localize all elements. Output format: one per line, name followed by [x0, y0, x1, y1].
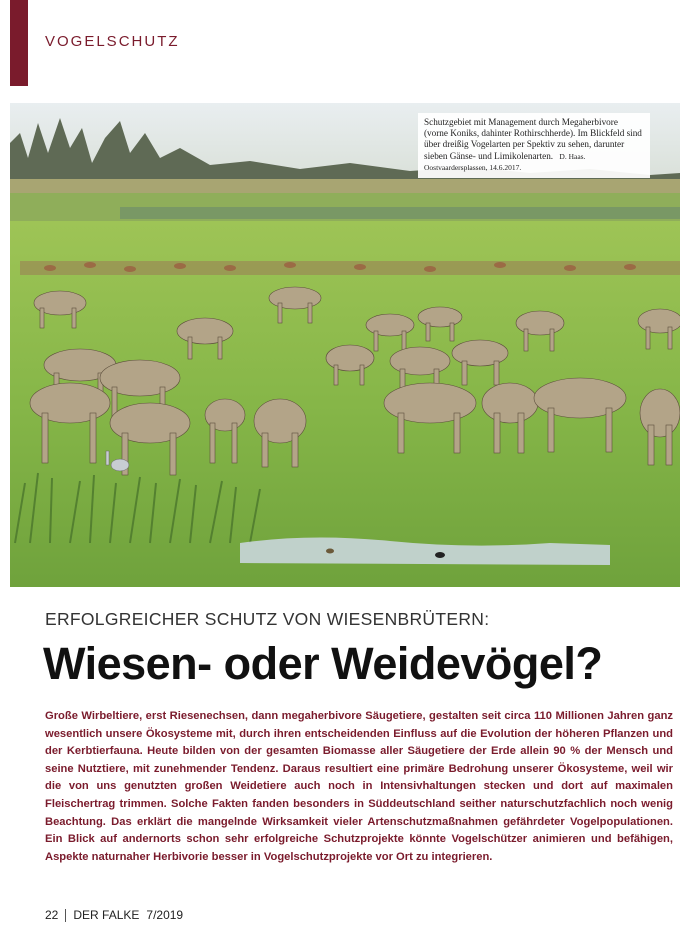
article-kicker: ERFOLGREICHER SCHUTZ VON WIESENBRÜTERN:	[45, 609, 490, 629]
article-photo	[10, 103, 680, 587]
section-accent-bar	[10, 0, 28, 86]
page-footer	[45, 908, 183, 922]
photo-caption	[418, 113, 650, 178]
footer-separator	[65, 909, 66, 922]
photo-credit: D. Haas. Oostvaardersplassen, 14.6.2017.	[424, 151, 586, 172]
article-lead: Große Wirbeltiere, erst Riesenechsen, dann megaherbivore Säugetiere, gestalten seit circa 110 Millionen Jahren ganz wesentlich unsere Ökosysteme mit, durch ihren entscheidenden Einfluss auf die Evolution der höheren Pflanzen und der Kerbtierfauna. Heute bilden von der gesamten Biomasse aller Säugetiere der Erde allein 90 % der Mensch und seine Nutztiere, mit zunehmender Tendenz. Daraus resultiert eine primäre Bedrohung unserer Ökosysteme, weil wir die von uns genutzten großen Weidetiere auch noch in Intensivhaltungen stecken und dort auf maximalen Fleischertrag trimmen. Solche Fakten fanden besonders in Süddeutschland seither naturschutzfachlich noch wenig Beachtung. Das erklärt die mangelnde Wirksamkeit vieler Artenschutzmaßnahmen gefährdeter Vogelpopulationen. Ein Blick auf andernorts schon sehr erfolgreiche Schutzprojekte könnte Vogelschützer animieren und befähigen, Aspekte naturnaher Herbivorie besser in Vogelschutzprojekte vor Ort zu integrieren.	[45, 710, 673, 863]
section-label: VOGELSCHUTZ	[45, 33, 180, 50]
page-number: 22	[45, 908, 59, 922]
issue-number: 7/2019	[146, 908, 184, 922]
caption-text: Schutzgebiet mit Management durch Megaherbivore (vorne Koniks, dahinter Rothirschherde). Im Blickfeld sind über dreißig Vogelarten per Spektiv zu sehen, darunter sieben Gänse- und Limikolenarten.	[424, 117, 642, 161]
article-headline: Wiesen- oder Weidevögel?	[43, 638, 603, 689]
magazine-name: DER FALKE	[73, 908, 140, 922]
